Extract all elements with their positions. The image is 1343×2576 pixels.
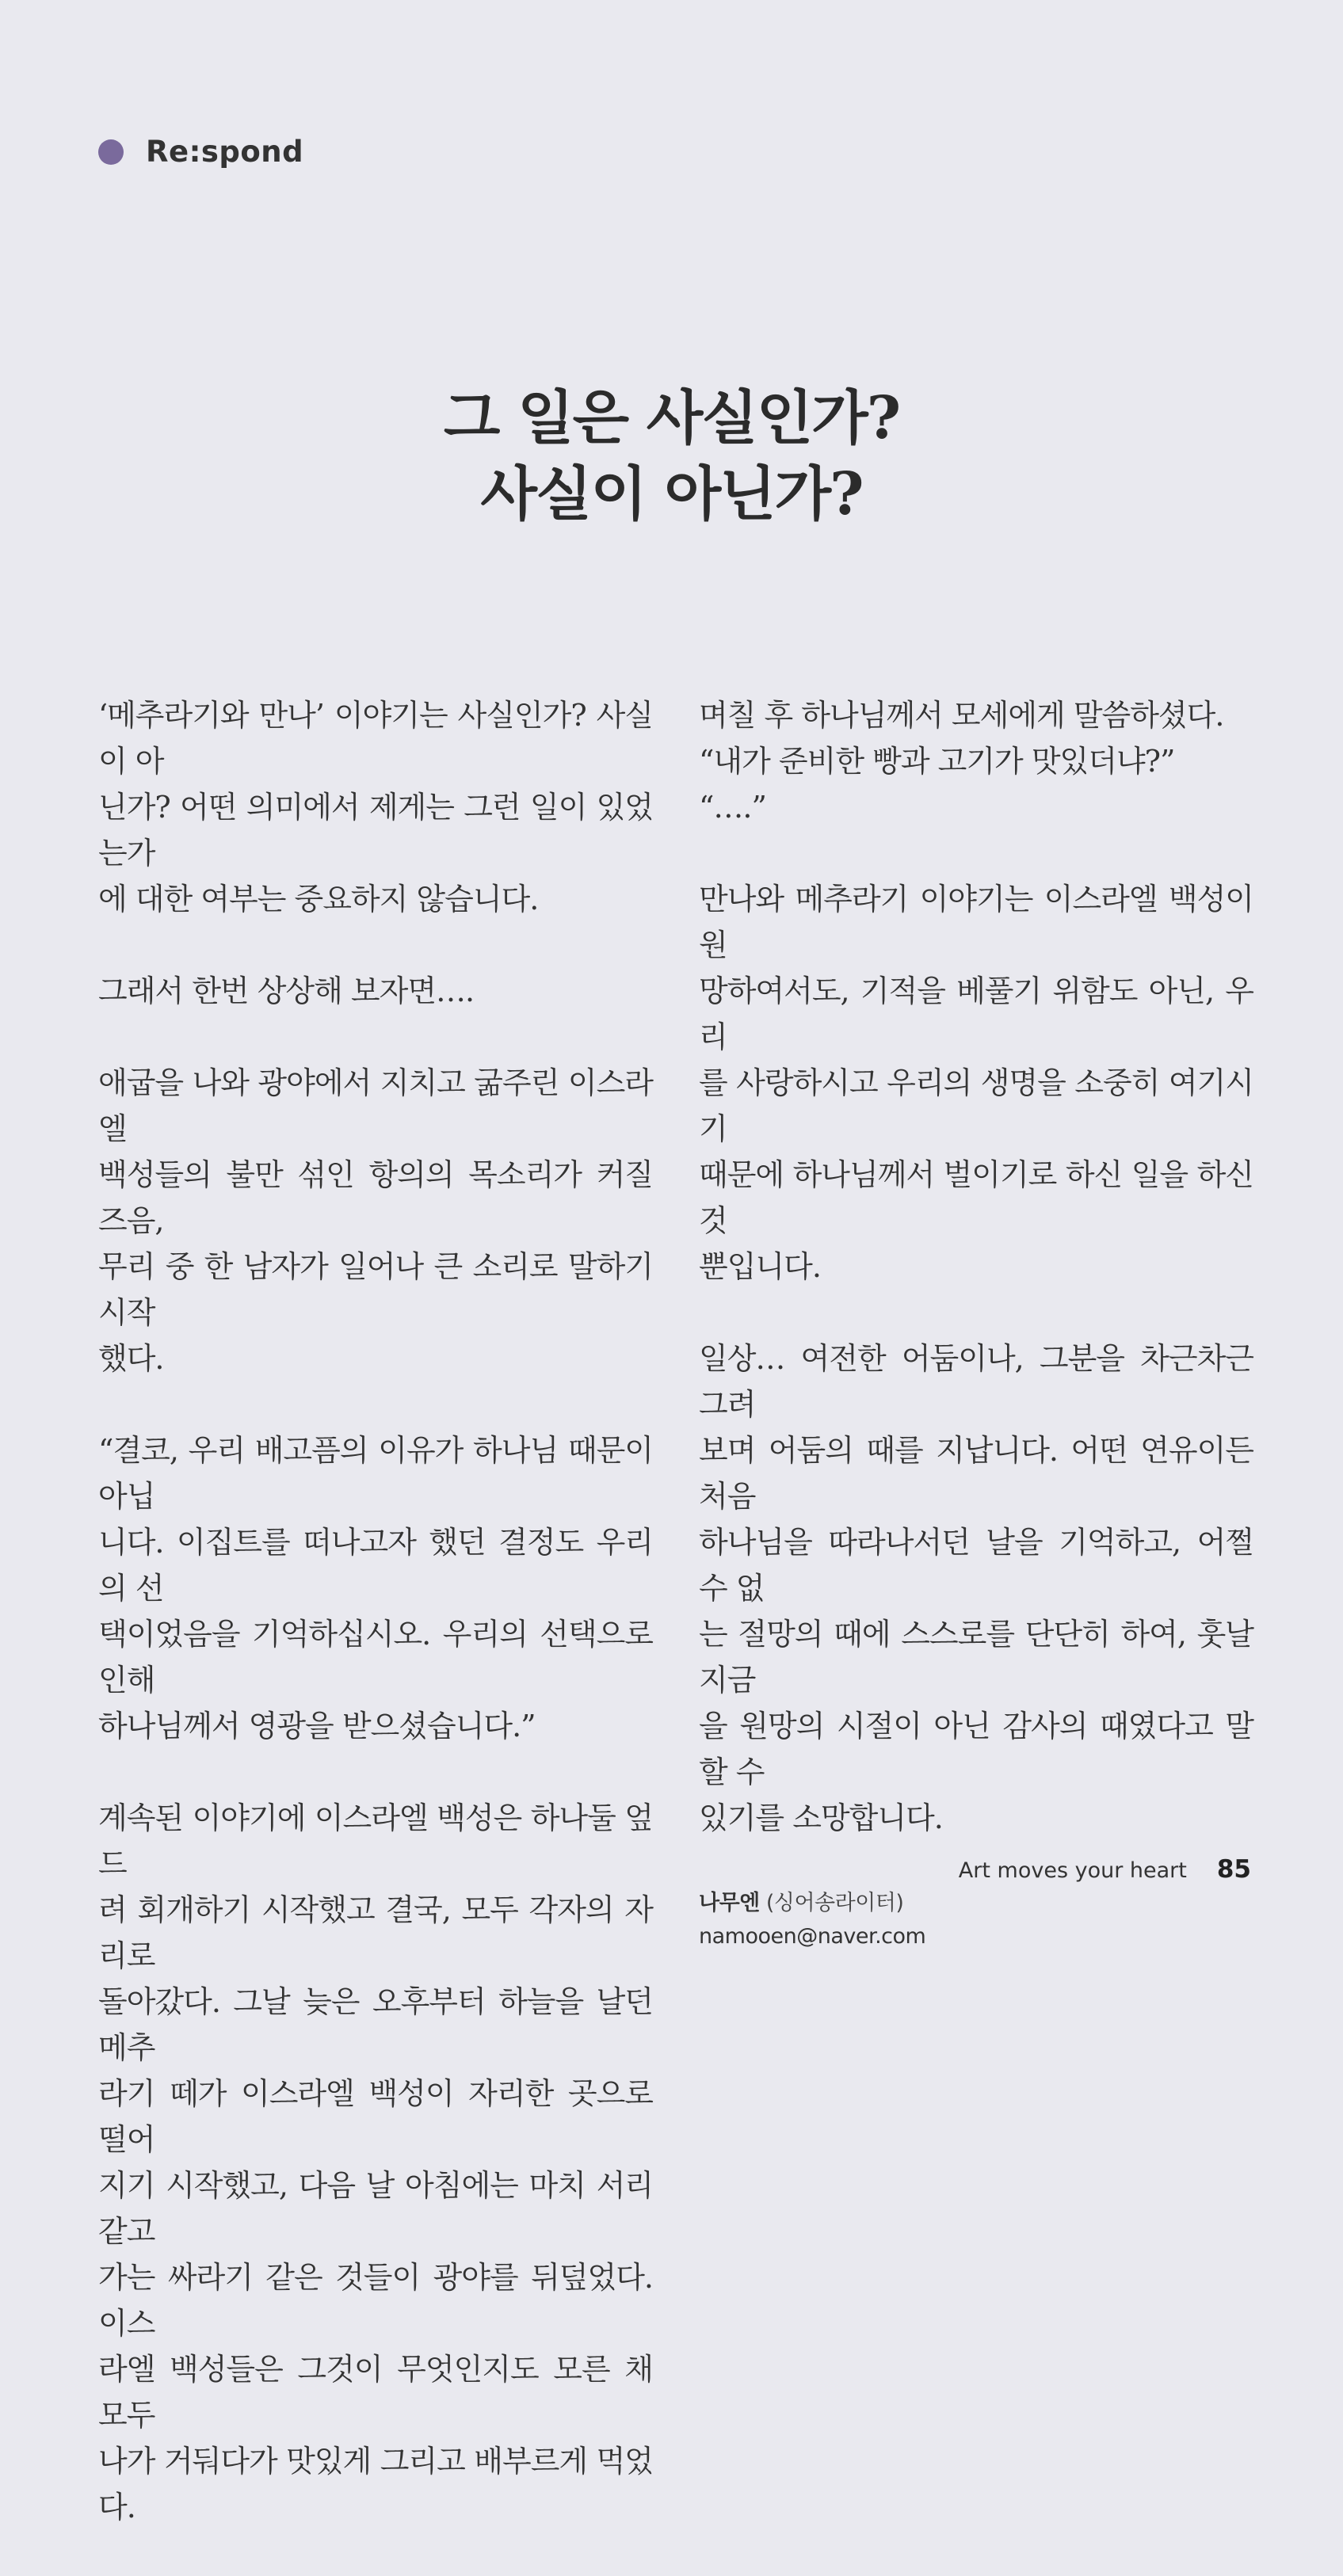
section-label: Re:spond (146, 135, 304, 169)
paragraph: 며칠 후 하나님께서 모세에게 말씀하셨다. “내가 준비한 빵과 고기가 맛있더냐?” “….” (699, 698, 1224, 825)
page-number: 85 (1216, 1855, 1251, 1884)
author-name: 나무엔 (699, 1891, 760, 1915)
paragraph: 만나와 메추라기 이야기는 이스라엘 백성이 원 망하여서도, 기적을 베풀기 위함도 아닌, 우리 를 사랑하시고 우리의 생명을 소중히 여기시기 때문에 하나님께서 벌이기로 하신 일을 하신 것 뿐입니다. (699, 882, 1253, 1284)
author-email: namooen@naver.com (699, 1924, 926, 1949)
paragraph: 계속된 이야기에 이스라엘 백성은 하나둘 엎드 려 회개하기 시작했고 결국, 모두 각자의 자리로 돌아갔다. 그날 늦은 오후부터 하늘을 날던 메추 라기 떼가 이스라엘 백성이 자리한 곳으로 떨어 지기 시작했고, 다음 날 아침에는 마치 서리 같고 가는 싸라기 같은 것들이 광야를 뒤덮었다. 이스 라엘 백성들은 그것이 무엇인지도 모른 채 모두 나가 거둬다가 맛있게 그리고 배부르게 먹었다. (98, 1801, 653, 2525)
author-credit (699, 1887, 1253, 1953)
section-header (98, 135, 303, 169)
author-role: (싱어송라이터) (765, 1891, 904, 1915)
footer-tagline: Art moves your heart (958, 1858, 1187, 1883)
article-title (0, 380, 1343, 532)
page-footer (959, 1855, 1251, 1884)
paragraph: 애굽을 나와 광야에서 지치고 굶주린 이스라엘 백성들의 불만 섞인 항의의 목소리가 커질 즈음, 무리 중 한 남자가 일어나 큰 소리로 말하기 시작 했다. (98, 1065, 653, 1376)
left-column (98, 692, 653, 2576)
section-dot-icon (98, 139, 124, 165)
title-line-2: 사실이 아닌가? (480, 460, 863, 528)
paragraph: “결코, 우리 배고픔의 이유가 하나님 때문이 아닙 니다. 이집트를 떠나고자 했던 결정도 우리의 선 택이었음을 기억하십시오. 우리의 선택으로 인해 하나님께서 영광을 받으셨습니다.” (98, 1433, 653, 1743)
paragraph: ‘메추라기와 만나’ 이야기는 사실인가? 사실이 아 닌가? 어떤 의미에서 제게는 그런 일이 있었는가 에 대한 여부는 중요하지 않습니다. (98, 698, 653, 916)
paragraph: 그래서 한번 상상해 보자면…. (98, 974, 475, 1008)
right-column (699, 692, 1253, 1953)
paragraph: 일상… 여전한 어둠이나, 그분을 차근차근 그려 보며 어둠의 때를 지납니다. 어떤 연유이든 처음 하나님을 따라나서던 날을 기억하고, 어쩔 수 없 는 절망의 때에 스스로를 단단히 하여, 훗날 지금 을 원망의 시절이 아닌 감사의 때였다고 말할 수 있기를 소망합니다. (699, 1341, 1253, 1835)
title-line-1: 그 일은 사실인가? (443, 384, 900, 452)
